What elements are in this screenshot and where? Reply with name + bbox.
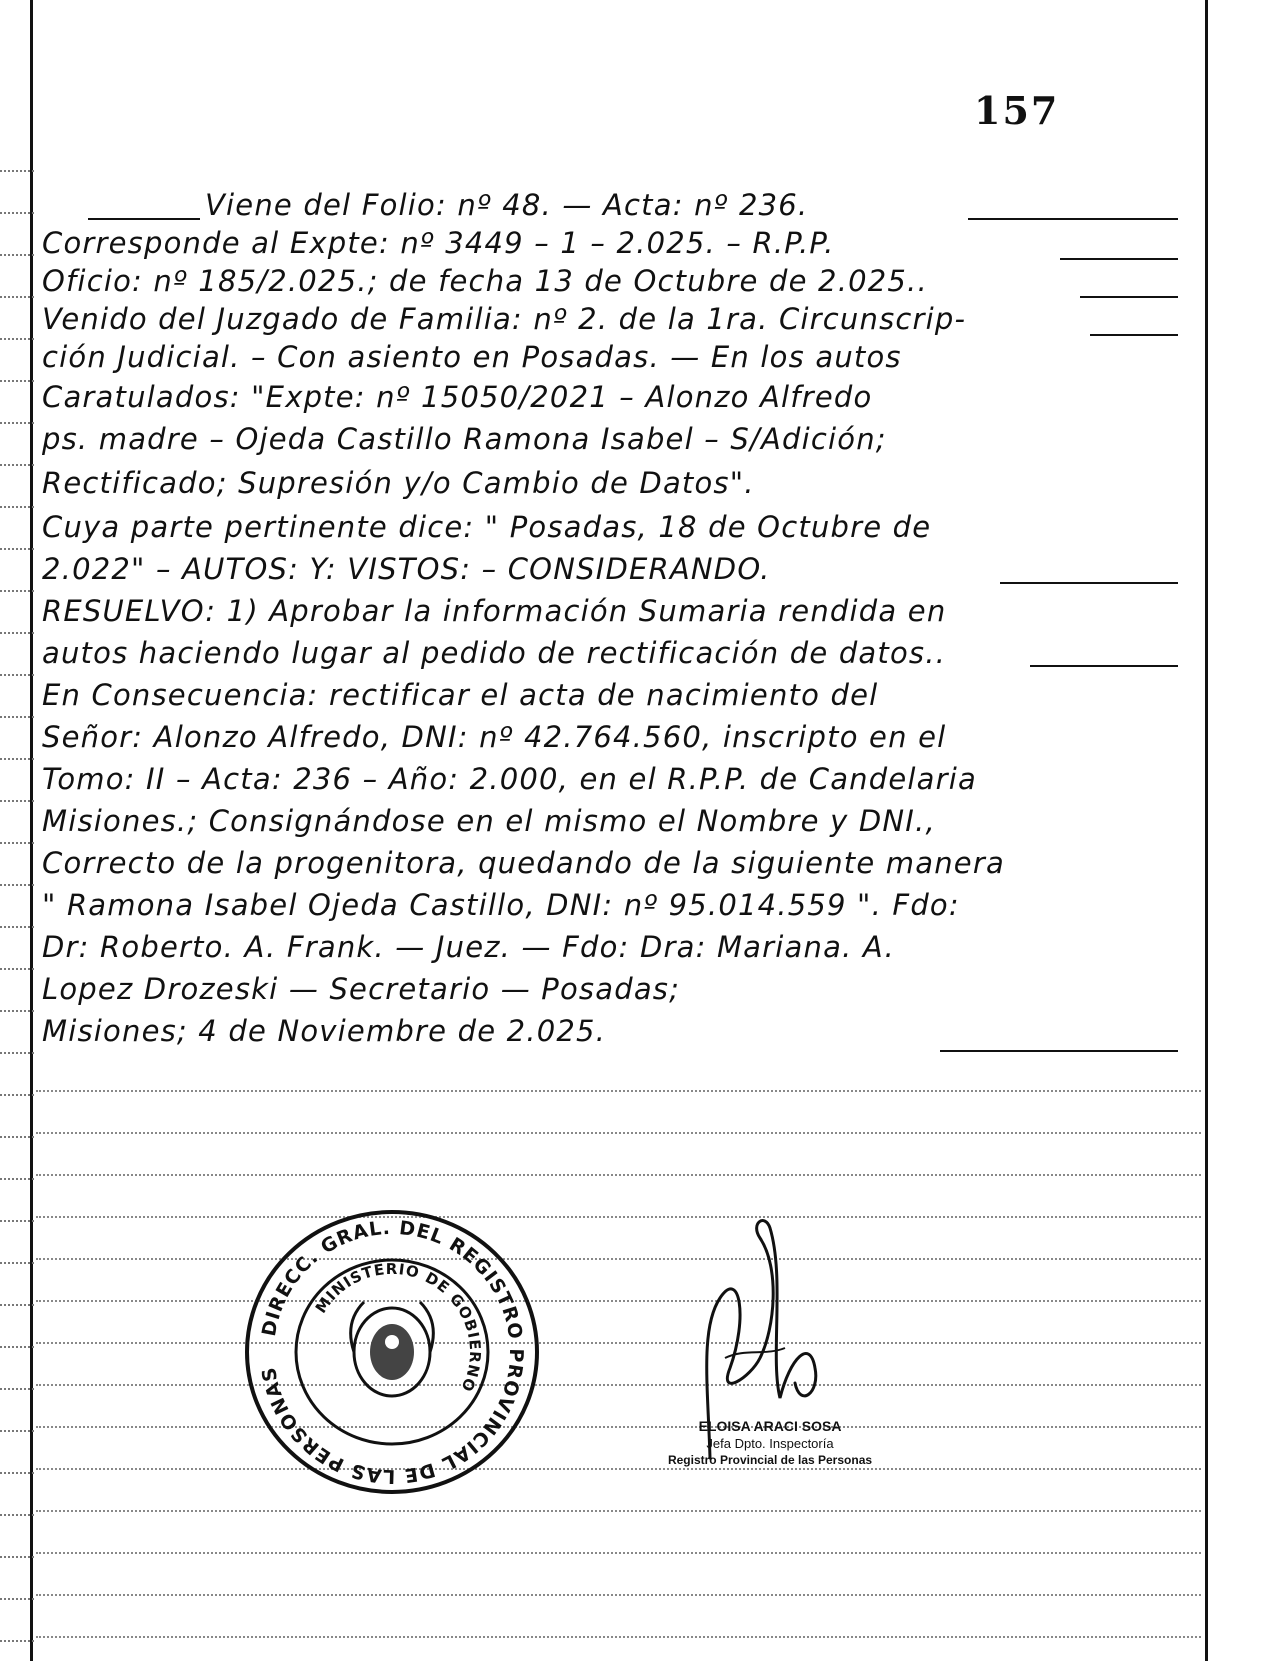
seal-inner-text: MINISTERIO DE GOBIERNO (311, 1259, 485, 1395)
guide-line (36, 1552, 1201, 1554)
text-line-10: 2.022" – AUTOS: Y: VISTOS: – CONSIDERANDO. (42, 552, 771, 586)
guide-line (36, 1258, 1201, 1260)
text-line-16: Misiones.; Consignándose en el mismo el Nombre y DNI., (42, 804, 936, 838)
margin-tick (0, 1472, 34, 1474)
signer-name: ELOISA ARACI SOSA (698, 1418, 842, 1434)
text-line-11: RESUELVO: 1) Aprobar la información Sumaria rendida en (42, 594, 947, 628)
text-line-14: Señor: Alonzo Alfredo, DNI: nº 42.764.560, inscripto en el (42, 720, 947, 754)
margin-tick (0, 1304, 34, 1306)
fill-dash (88, 218, 200, 220)
text-line-7: ps. madre – Ojeda Castillo Ramona Isabel – S/Adición; (42, 422, 887, 456)
fill-dash (968, 218, 1178, 220)
text-line-6: Caratulados: "Expte: nº 15050/2021 – Alonzo Alfredo (42, 380, 873, 414)
guide-line (36, 1090, 1201, 1092)
guide-line (36, 1132, 1201, 1134)
text-line-8: Rectificado; Supresión y/o Cambio de Datos". (42, 466, 755, 500)
margin-tick (0, 1136, 34, 1138)
fill-dash (1080, 296, 1178, 298)
margin-tick (0, 380, 34, 382)
margin-tick (0, 590, 34, 592)
text-line-15: Tomo: II – Acta: 236 – Año: 2.000, en el R.P.P. de Candelaria (42, 762, 977, 796)
margin-tick (0, 1514, 34, 1516)
text-line-18: " Ramona Isabel Ojeda Castillo, DNI: nº 95.014.559 ". Fdo: (42, 888, 960, 922)
text-line-17: Correcto de la progenitora, quedando de la siguiente manera (42, 846, 1005, 880)
margin-tick (0, 212, 34, 214)
margin-tick (0, 506, 34, 508)
margin-tick (0, 296, 34, 298)
margin-tick (0, 716, 34, 718)
margin-tick (0, 884, 34, 886)
guide-line (36, 1384, 1201, 1386)
guide-line (36, 1426, 1201, 1428)
margin-tick (0, 422, 34, 424)
signer-role: Jefa Dpto. Inspectoría (706, 1436, 834, 1451)
left-margin-rule (30, 0, 33, 1661)
fill-dash (1060, 258, 1178, 260)
guide-line (36, 1468, 1201, 1470)
margin-tick (0, 1094, 34, 1096)
text-line-20: Lopez Drozeski — Secretario — Posadas; (42, 972, 681, 1006)
text-line-2: Corresponde al Expte: nº 3449 – 1 – 2.025. – R.P.P. (42, 226, 835, 260)
margin-tick (0, 1556, 34, 1558)
text-line-12: autos haciendo lugar al pedido de rectificación de datos.. (42, 636, 947, 670)
margin-tick (0, 1430, 34, 1432)
margin-tick (0, 1388, 34, 1390)
margin-tick (0, 1220, 34, 1222)
fill-dash (1030, 665, 1178, 667)
margin-tick (0, 674, 34, 676)
margin-tick (0, 1052, 34, 1054)
margin-tick (0, 758, 34, 760)
guide-line (36, 1636, 1201, 1638)
coat-of-arms-icon (351, 1302, 434, 1396)
signer-organization: Registro Provincial de las Personas (667, 1453, 873, 1467)
signature-block (620, 1418, 920, 1469)
text-line-19: Dr: Roberto. A. Frank. — Juez. — Fdo: Dra: Mariana. A. (42, 930, 895, 964)
margin-tick (0, 1640, 34, 1642)
margin-tick (0, 338, 34, 340)
folio-number: 157 (974, 88, 1060, 133)
text-line-4: Venido del Juzgado de Familia: nº 2. de la 1ra. Circunscrip- (42, 302, 967, 336)
guide-line (36, 1594, 1201, 1596)
registry-seal (242, 1202, 542, 1502)
guide-line (36, 1342, 1201, 1344)
margin-tick (0, 632, 34, 634)
fill-dash (1090, 334, 1178, 336)
margin-tick (0, 464, 34, 466)
margin-tick (0, 170, 34, 172)
margin-tick (0, 254, 34, 256)
text-line-1: Viene del Folio: nº 48. — Acta: nº 236. (205, 188, 809, 222)
margin-tick (0, 548, 34, 550)
fill-dash (1000, 582, 1178, 584)
margin-tick (0, 800, 34, 802)
text-line-3: Oficio: nº 185/2.025.; de fecha 13 de Octubre de 2.025.. (42, 264, 928, 298)
margin-tick (0, 1598, 34, 1600)
text-line-9: Cuya parte pertinente dice: " Posadas, 18 de Octubre de (42, 510, 932, 544)
guide-line (36, 1216, 1201, 1218)
margin-tick (0, 1262, 34, 1264)
margin-tick (0, 968, 34, 970)
margin-tick (0, 1346, 34, 1348)
margin-tick (0, 926, 34, 928)
text-line-13: En Consecuencia: rectificar el acta de nacimiento del (42, 678, 879, 712)
text-line-5: ción Judicial. – Con asiento en Posadas. — En los autos (42, 340, 902, 374)
seal-outer-text: DIRECC. GRAL. DEL REGISTRO PROVINCIAL DE LAS PERSONAS (257, 1216, 528, 1488)
text-line-21: Misiones; 4 de Noviembre de 2.025. (42, 1014, 607, 1048)
fill-dash (940, 1050, 1178, 1052)
right-margin-rule (1205, 0, 1208, 1661)
margin-tick (0, 1178, 34, 1180)
guide-line (36, 1174, 1201, 1176)
guide-line (36, 1510, 1201, 1512)
margin-tick (0, 842, 34, 844)
margin-tick (0, 1010, 34, 1012)
guide-line (36, 1300, 1201, 1302)
